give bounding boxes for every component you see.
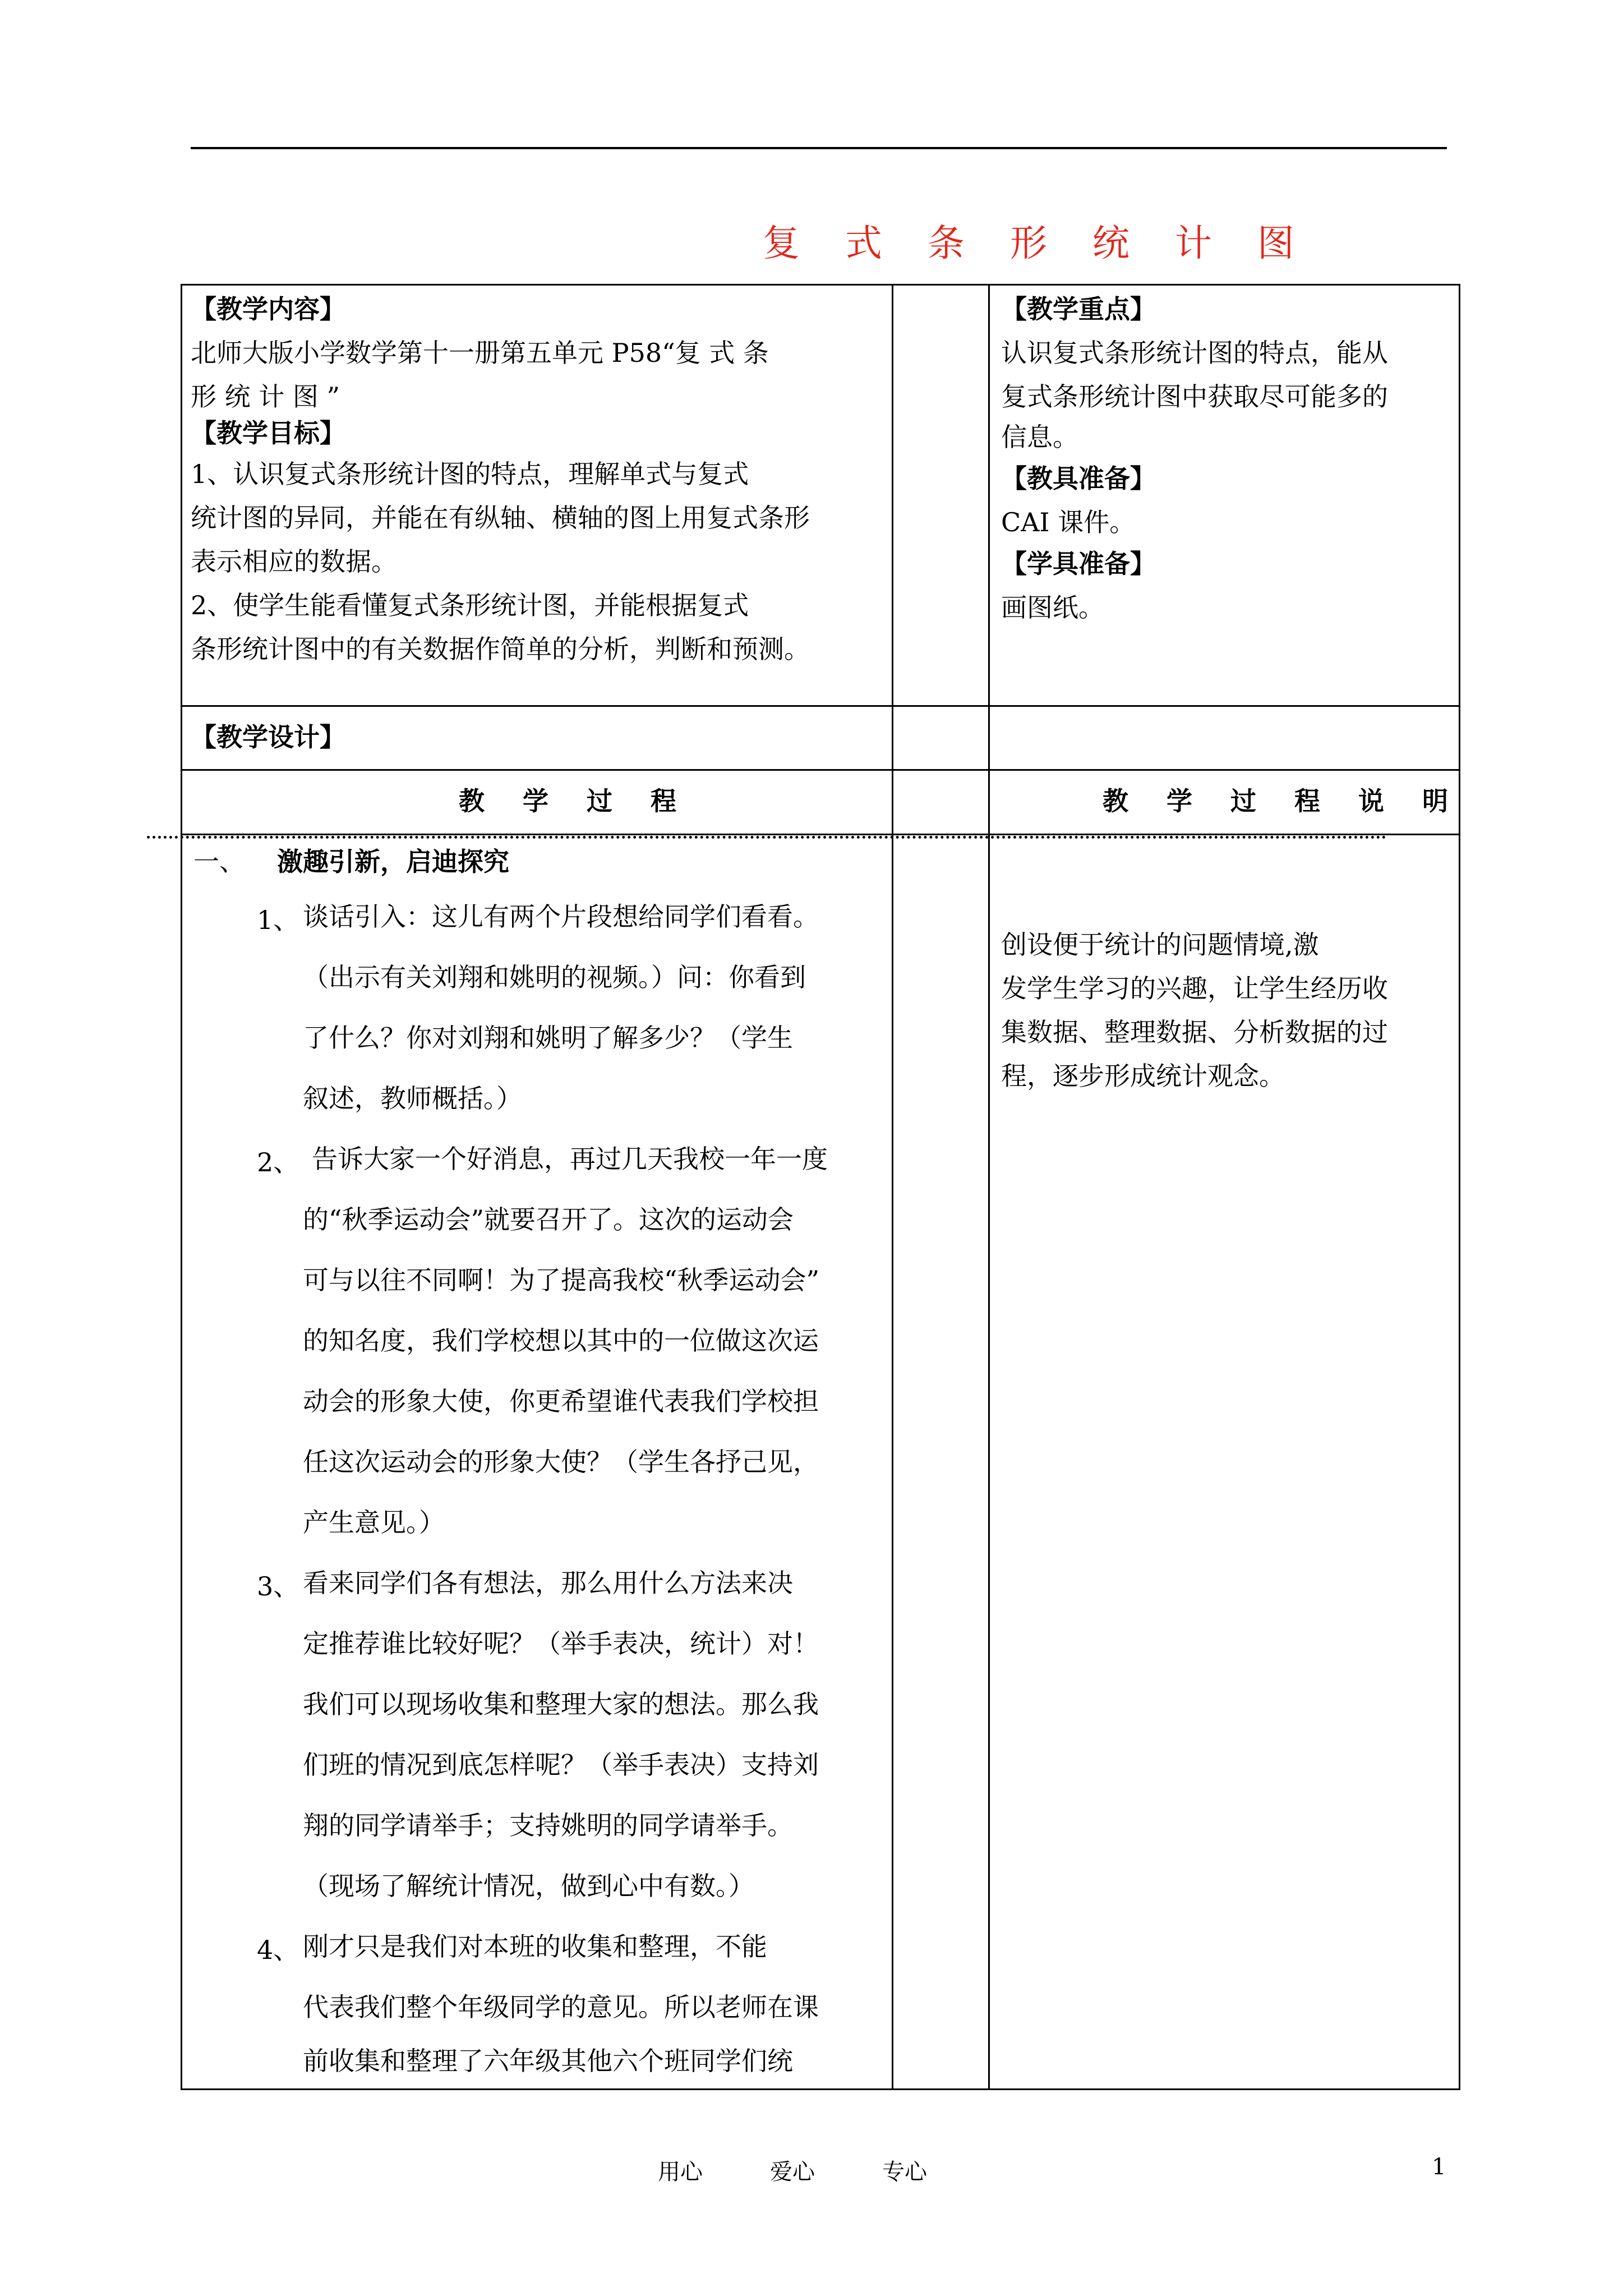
student-tools-heading: 【学具准备】: [1001, 549, 1156, 579]
step-line: 前收集和整理了六年级其他六个班同学们统: [303, 2046, 793, 2076]
step-line: 的知名度，我们学校想以其中的一位做这次运: [303, 1326, 819, 1356]
goal-line: 2、使学生能看懂复式条形统计图，并能根据复式: [191, 590, 749, 620]
explanation-line: 程，逐步形成统计观念。: [1001, 1061, 1285, 1091]
teacher-tools-heading: 【教具准备】: [1001, 463, 1156, 494]
section-number: 一、: [193, 846, 245, 877]
footer-motto-1: 用心: [658, 2159, 703, 2185]
teacher-tools: CAI 课件。: [1001, 507, 1136, 537]
row-divider-1: [181, 705, 1460, 707]
column-divider-right: [988, 284, 990, 2090]
column-divider-left: [892, 284, 893, 2090]
focus-line: 认识复式条形统计图的特点，能从: [1001, 338, 1388, 368]
footer-motto-3: 专心: [882, 2159, 927, 2185]
explanation-heading: 教 学 过 程 说 明: [1103, 786, 1463, 816]
step-line: 们班的情况到底怎样呢？（举手表决）支持刘: [303, 1750, 819, 1780]
explanation-line: 发学生学习的兴趣，让学生经历收: [1001, 973, 1388, 1004]
step-line: 产生意见。）: [303, 1507, 445, 1538]
step-line: 告诉大家一个好消息，再过几天我校一年一度: [312, 1144, 828, 1174]
section-title: 激趣引新，启迪探究: [277, 846, 509, 877]
focus-heading: 【教学重点】: [1001, 294, 1156, 324]
process-heading: 教 学 过 程: [459, 786, 691, 816]
step-line: 可与以往不同啊！为了提高我校“秋季运动会”: [303, 1265, 820, 1295]
step-line: 了什么？你对刘翔和姚明了解多少？（学生: [303, 1023, 793, 1053]
step-number: 2、: [257, 1147, 299, 1177]
step-line: 任这次运动会的形象大使？（学生各抒己见，: [303, 1447, 819, 1477]
step-line: 叙述，教师概括。）: [303, 1083, 522, 1114]
explanation-line: 集数据、整理数据、分析数据的过: [1001, 1017, 1388, 1047]
explanation-line: 创设便于统计的问题情境,激: [1001, 930, 1319, 960]
content-line: 形 统 计 图 ”: [191, 381, 340, 412]
student-tools: 画图纸。: [1001, 592, 1104, 623]
focus-line: 复式条形统计图中获取尽可能多的: [1001, 381, 1388, 412]
step-line: 代表我们整个年级同学的意见。所以老师在课: [303, 1992, 819, 2022]
content-heading: 【教学内容】: [191, 294, 345, 324]
header-rule: [191, 147, 1447, 149]
step-line: （现场了解统计情况，做到心中有数。）: [303, 1871, 754, 1901]
step-number: 4、: [257, 1935, 299, 1965]
dotted-separator: [147, 836, 1386, 839]
step-line: 定推荐谁比较好呢？（举手表决，统计）对！: [303, 1628, 819, 1659]
footer-motto-2: 爱心: [770, 2159, 815, 2185]
step-number: 3、: [257, 1571, 299, 1602]
goal-line: 条形统计图中的有关数据作简单的分析，判断和预测。: [191, 634, 810, 664]
goal-line: 1、认识复式条形统计图的特点，理解单式与复式: [191, 459, 749, 489]
goals-heading: 【教学目标】: [191, 418, 345, 448]
page-number: 1: [1432, 2154, 1446, 2180]
focus-line: 信息。: [1001, 422, 1078, 452]
goal-line: 表示相应的数据。: [191, 546, 397, 577]
row-divider-2: [181, 769, 1460, 771]
content-line: 北师大版小学数学第十一册第五单元 P58“复 式 条: [191, 338, 769, 368]
step-line: 的“秋季运动会”就要召开了。这次的运动会: [303, 1204, 794, 1235]
row-divider-3: [181, 834, 1460, 835]
step-line: 看来同学们各有想法，那么用什么方法来决: [303, 1568, 793, 1598]
goal-line: 统计图的异同，并能在有纵轴、横轴的图上用复式条形: [191, 503, 810, 533]
step-line: 动会的形象大使，你更希望谁代表我们学校担: [303, 1386, 819, 1416]
step-line: 刚才只是我们对本班的收集和整理，不能: [303, 1931, 767, 1962]
step-line: 我们可以现场收集和整理大家的想法。那么我: [303, 1689, 819, 1719]
step-line: （出示有关刘翔和姚明的视频。）问：你看到: [303, 962, 806, 992]
page-title: 复 式 条 形 统 计 图: [763, 222, 1311, 265]
step-line: 谈话引入：这儿有两个片段想给同学们看看。: [303, 901, 819, 932]
step-number: 1、: [257, 905, 299, 935]
step-line: 翔的同学请举手；支持姚明的同学请举手。: [303, 1810, 793, 1841]
design-heading: 【教学设计】: [191, 722, 345, 752]
